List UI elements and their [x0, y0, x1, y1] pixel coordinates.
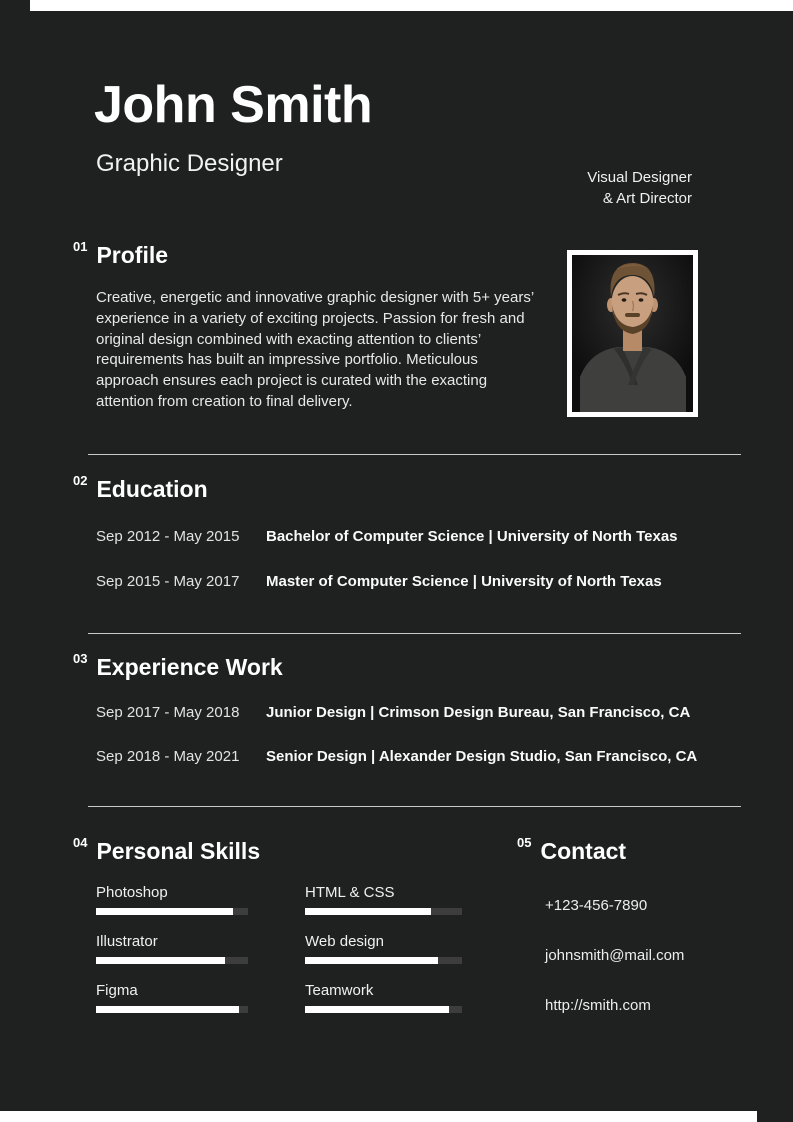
education-rows: [96, 528, 678, 590]
divider: [88, 454, 741, 455]
contact-website: http://smith.com: [545, 997, 651, 1014]
skill-bar-track: [305, 957, 462, 964]
page-edge-top: [30, 0, 793, 11]
tagline-line-2: & Art Director: [602, 190, 692, 207]
section-number: 03: [73, 651, 88, 666]
skills-grid: [96, 884, 462, 1013]
experience-rows: [96, 704, 697, 765]
section-number: 05: [517, 835, 532, 850]
section-title: Profile: [96, 242, 169, 268]
skill-bar-fill: [305, 908, 431, 915]
experience-detail: Senior Design | Alexander Design Studio, San Francisco, CA: [266, 748, 698, 765]
skill-item: [305, 933, 462, 964]
section-title: Personal Skills: [96, 838, 261, 864]
contact-email: johnsmith@mail.com: [545, 947, 685, 964]
education-row: [96, 528, 678, 545]
profile-body-text: Creative, energetic and innovative graphic designer with 5+ years’ experience in a variety of exciting projects. Passion for fresh and original design combined with exacting attention to clients’ requirements has built an impressive portfolio. Meticulous approach ensures each project is curated with the exacting attention from creation to final delivery.: [96, 289, 534, 410]
experience-row: [96, 748, 697, 765]
skill-bar-fill: [96, 908, 233, 915]
experience-row: [96, 704, 697, 721]
skill-bar-fill: [96, 1006, 239, 1013]
experience-period: Sep 2018 - May 2021: [96, 748, 240, 765]
role-subtitle: Graphic Designer: [96, 150, 283, 177]
skill-item: [96, 982, 248, 1013]
divider: [88, 633, 741, 634]
skill-label: Web design: [305, 933, 384, 950]
skill-bar-track: [96, 908, 248, 915]
section-number: 01: [73, 239, 88, 254]
skill-item: [96, 933, 248, 964]
skill-item: [305, 982, 462, 1013]
education-detail: Master of Computer Science | University of North Texas: [266, 573, 662, 590]
section-skills-heading: [73, 836, 260, 864]
skill-bar-track: [96, 1006, 248, 1013]
contact-list: [545, 896, 684, 1016]
name-heading: John Smith: [94, 76, 373, 134]
skill-item: [305, 884, 462, 915]
section-number: 04: [73, 835, 88, 850]
skill-label: Illustrator: [96, 933, 158, 950]
experience-detail: Junior Design | Crimson Design Bureau, San Francisco, CA: [266, 704, 691, 721]
page-edge-bottom: [0, 1111, 757, 1122]
skill-label: Teamwork: [305, 982, 374, 999]
section-title: Education: [96, 476, 208, 502]
skill-item: [96, 884, 248, 915]
section-education-heading: [73, 474, 208, 502]
tagline: [587, 167, 692, 209]
education-row: [96, 573, 678, 590]
skill-bar-fill: [96, 957, 225, 964]
skill-bar-track: [305, 1006, 462, 1013]
contact-phone: +123-456-7890: [545, 897, 648, 914]
skill-bar-fill: [305, 957, 438, 964]
section-title: Experience Work: [96, 654, 283, 680]
tagline-line-1: Visual Designer: [587, 169, 692, 186]
portrait-photo: [572, 255, 693, 412]
education-period: Sep 2012 - May 2015: [96, 528, 240, 545]
skill-bar-fill: [305, 1006, 449, 1013]
experience-period: Sep 2017 - May 2018: [96, 704, 240, 721]
section-title: Contact: [540, 838, 627, 864]
skill-label: Figma: [96, 982, 138, 999]
skill-bar-track: [96, 957, 248, 964]
portrait-photo-frame: [567, 250, 698, 417]
divider: [88, 806, 741, 807]
education-detail: Bachelor of Computer Science | University of North Texas: [266, 528, 678, 545]
skill-label: Photoshop: [96, 884, 168, 901]
section-experience-heading: [73, 652, 283, 680]
skill-label: HTML & CSS: [305, 884, 395, 901]
education-period: Sep 2015 - May 2017: [96, 573, 240, 590]
section-number: 02: [73, 473, 88, 488]
section-profile-heading: [73, 240, 168, 268]
skill-bar-track: [305, 908, 462, 915]
section-contact-heading: [517, 836, 626, 864]
